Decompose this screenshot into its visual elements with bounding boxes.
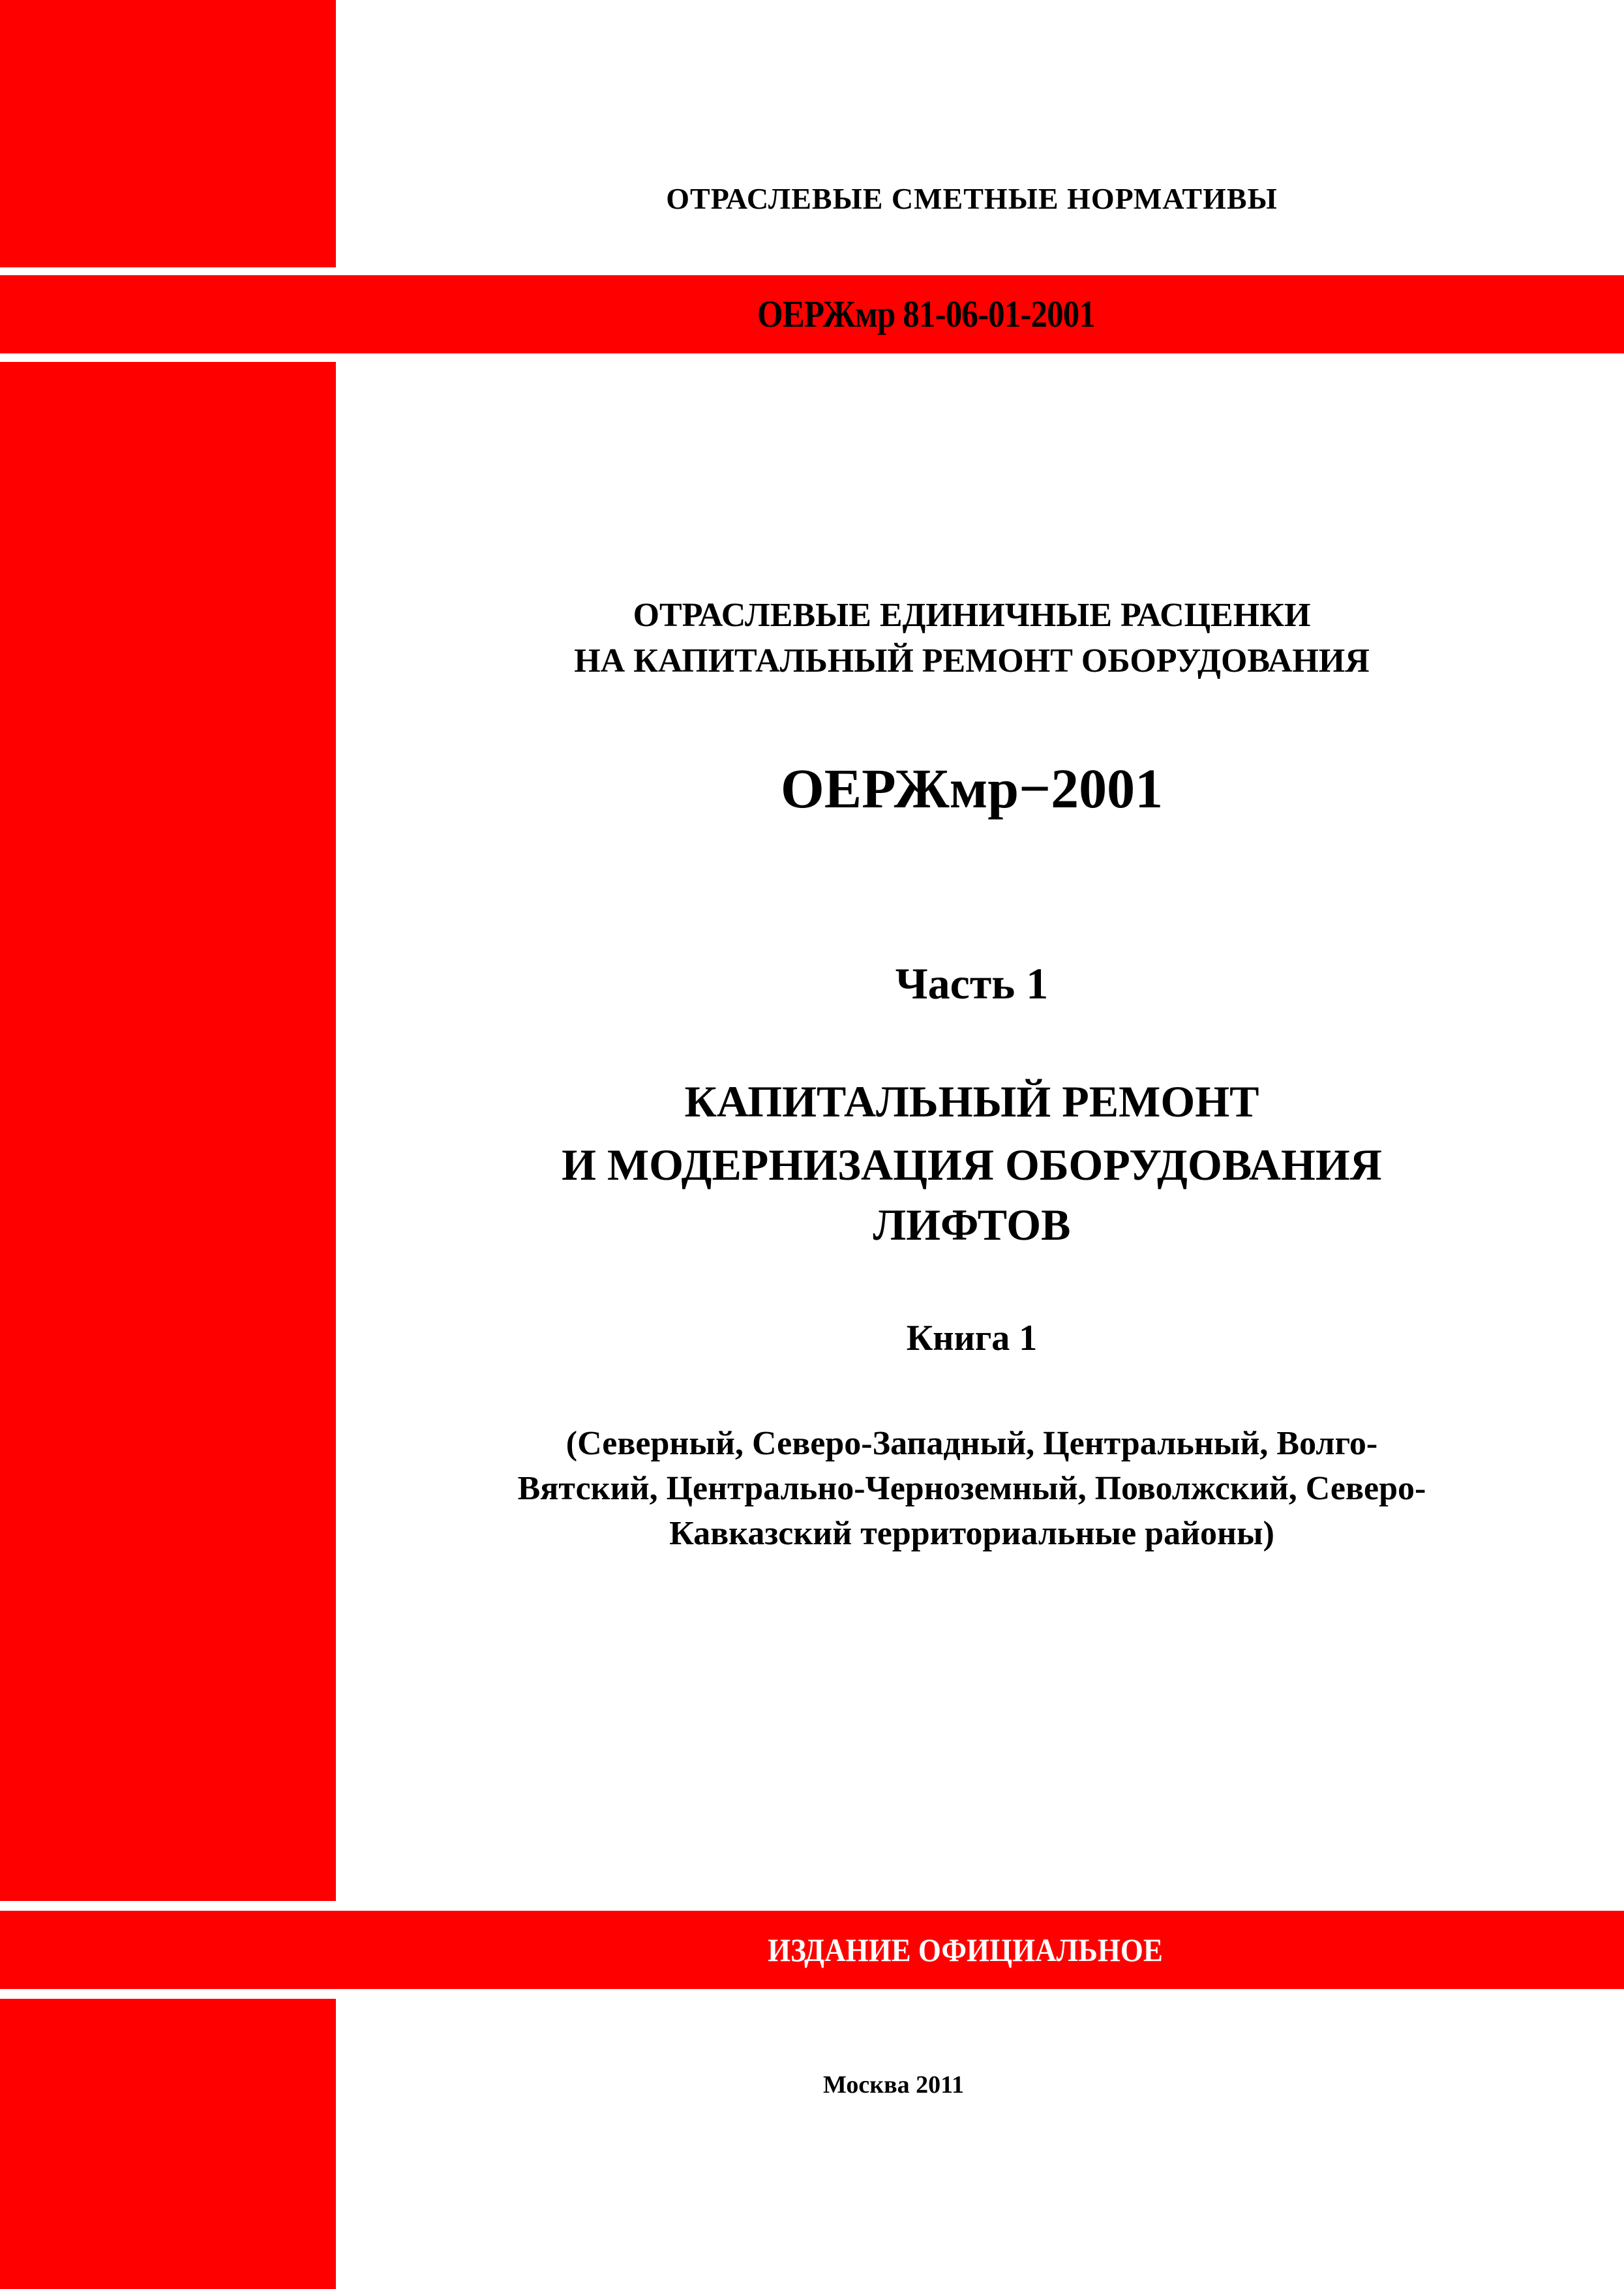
regions-line-1: (Северный, Северо-Западный, Центральный, Волго- — [565, 1425, 1378, 1462]
red-column-top — [0, 0, 336, 267]
series-title: ОТРАСЛЕВЫЕ СМЕТНЫЕ НОРМАТИВЫ — [666, 182, 1278, 215]
edition-band-text: ИЗДАНИЕ ОФИЦИАЛЬНОЕ — [768, 1932, 1163, 1968]
short-code: ОЕРЖмр−2001 — [780, 757, 1164, 820]
main-title-line-1: ОТРАСЛЕВЫЕ ЕДИНИЧНЫЕ РАСЦЕНКИ — [633, 597, 1311, 634]
regions-line-3: Кавказский территориальные районы) — [669, 1515, 1274, 1552]
section-title-line-3: ЛИФТОВ — [873, 1200, 1071, 1249]
code-band-text: ОЕРЖмр 81-06-01-2001 — [757, 293, 1096, 335]
main-title-line-2: НА КАПИТАЛЬНЫЙ РЕМОНТ ОБОРУДОВАНИЯ — [574, 642, 1370, 680]
red-column-bottom — [0, 1999, 336, 2289]
section-title-line-2: И МОДЕРНИЗАЦИЯ ОБОРУДОВАНИЯ — [562, 1140, 1382, 1189]
book-label: Книга 1 — [906, 1318, 1038, 1358]
red-column-middle — [0, 362, 336, 1901]
city-year: Москва 2011 — [822, 2071, 965, 2099]
section-title-line-1: КАПИТАЛЬНЫЙ РЕМОНТ — [684, 1077, 1259, 1126]
regions-line-2: Вятский, Центрально-Черноземный, Поволжский, Северо- — [517, 1470, 1426, 1507]
part-label: Часть 1 — [895, 959, 1049, 1008]
